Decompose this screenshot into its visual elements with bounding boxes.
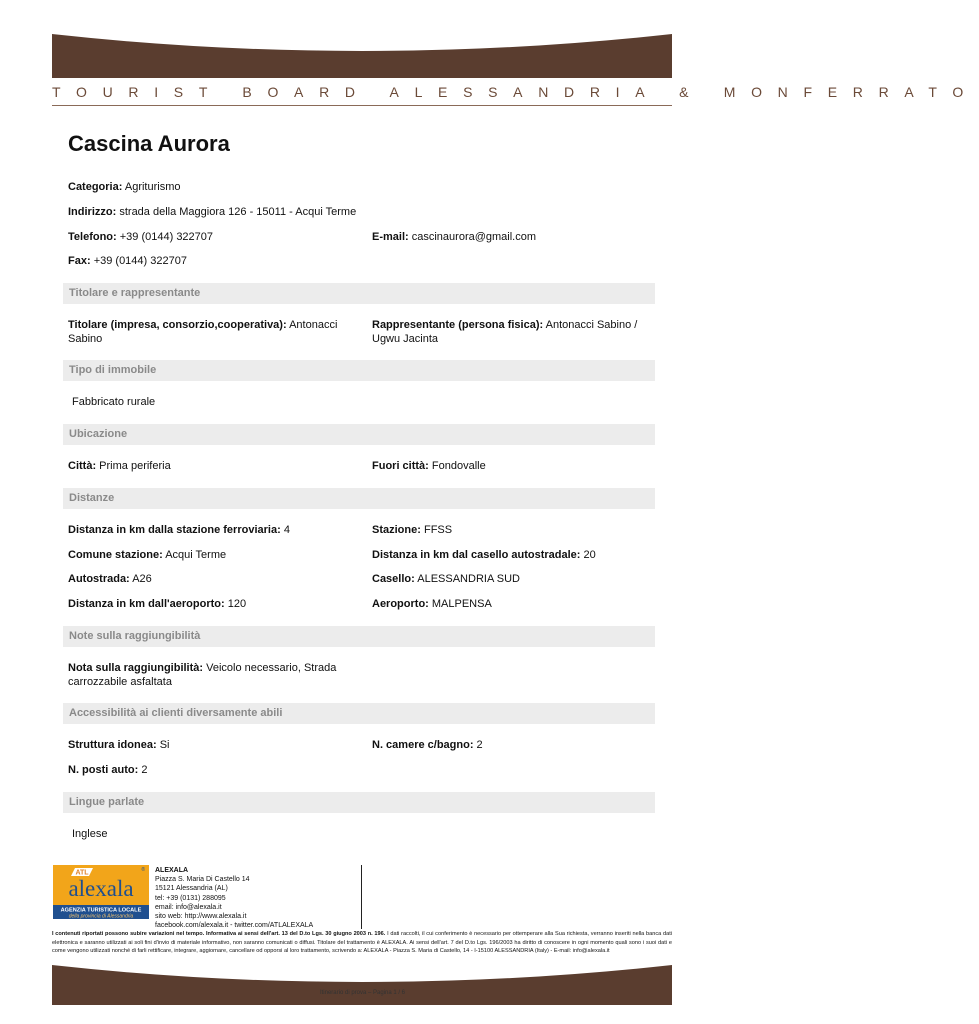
posti-auto-label: N. posti auto: <box>68 764 139 776</box>
section-titolare: Titolare e rappresentante <box>63 283 655 304</box>
stazione-km-value: 4 <box>283 524 290 536</box>
fax-value: +39 (0144) 322707 <box>93 255 187 267</box>
logo-tagline-2: della provincia di Alessandria <box>68 913 134 920</box>
page-title: Cascina Aurora <box>68 131 230 156</box>
rappresentante-field <box>372 318 652 346</box>
email-field <box>372 230 536 244</box>
footer-divider <box>361 865 362 929</box>
citta-label: Città: <box>68 460 97 472</box>
section-ubicazione: Ubicazione <box>63 424 655 445</box>
footer-address-2: 15121 Alessandria (AL) <box>155 885 228 893</box>
footer-email[interactable]: email: info@alexala.it <box>155 903 222 911</box>
fuori-citta-field <box>372 459 486 473</box>
stazione-km-label: Distanza in km dalla stazione ferroviaria: <box>68 524 281 536</box>
aeroporto-km-field <box>68 597 246 611</box>
nota-value-2: carrozzabile asfaltata <box>68 676 172 688</box>
footer-tel: tel: +39 (0131) 288095 <box>155 894 226 902</box>
fax-label: Fax: <box>68 255 91 267</box>
disclaimer-text: I dati raccolti, il cui conferimento è necessario per ottemperare alla Sua richiesta, verranno inseriti nella banca dati elettronica e saranno utilizzati ai soli fini d'invio di materiale informativo, non saranno comunicati o diffusi. Titolare del trattamento è ALEXALA. Ai sensi dell'art. 7 del D.to Lgs. 196/2003 ha diritto di conoscere in ogni momento quali sono i suoi dati e come vengono utilizzati nonché di farli rettificare, integrare, aggiornare, cancellare od opporsi al loro trattamento, scrivendo a: ALEXALA - Piazza S. Maria di Castello, 14 - I-15100 ALESSANDRIA (Italy) - E-mail: info@alexala.it <box>52 931 672 955</box>
email-label: E-mail: <box>372 231 409 243</box>
logo-name: alexala <box>68 876 134 901</box>
stazione-label: Stazione: <box>372 524 421 536</box>
citta-value: Prima periferia <box>99 460 171 472</box>
camere-label: N. camere c/bagno: <box>372 739 474 751</box>
titolare-field <box>68 318 358 346</box>
header-band <box>52 34 672 78</box>
camere-field <box>372 738 483 752</box>
aeroporto-km-label: Distanza in km dall'aeroporto: <box>68 598 225 610</box>
categoria-label: Categoria: <box>68 181 123 193</box>
privacy-disclaimer <box>52 930 672 956</box>
nota-value-1: Veicolo necessario, Strada <box>206 662 337 674</box>
fuori-citta-label: Fuori città: <box>372 460 429 472</box>
aeroporto-value: MALPENSA <box>431 598 492 610</box>
logo-tagline-1: AGENZIA TURISTICA LOCALE <box>60 907 142 914</box>
categoria-field <box>68 180 180 194</box>
brand-divider <box>52 105 672 106</box>
titolare-label: Titolare (impresa, consorzio,cooperativa): <box>68 319 287 331</box>
comune-stazione-value: Acqui Terme <box>165 549 227 561</box>
footer-contact <box>155 866 313 930</box>
footer-web[interactable]: sito web: http://www.alexala.it <box>155 913 247 921</box>
section-distanze: Distanze <box>63 488 655 509</box>
indirizzo-label: Indirizzo: <box>68 206 117 218</box>
fuori-citta-value: Fondovalle <box>431 460 486 472</box>
casello-label: Casello: <box>372 573 415 585</box>
rappresentante-value-2: Ugwu Jacinta <box>372 333 439 345</box>
autostrada-value: A26 <box>132 573 152 585</box>
posti-auto-field <box>68 763 147 777</box>
rappresentante-label: Rappresentante (persona fisica): <box>372 319 544 331</box>
titolare-value-1: Antonacci <box>289 319 338 331</box>
casello-field <box>372 572 520 586</box>
nota-label: Nota sulla raggiungibilità: <box>68 662 204 674</box>
tipo-value: Fabbricato rurale <box>72 396 156 408</box>
logo-atl: ATL <box>75 869 89 877</box>
comune-stazione-field <box>68 548 226 562</box>
citta-field <box>68 459 171 473</box>
footer-social[interactable]: facebook.com/alexala.it - twitter.com/ATLALEXALA <box>155 922 314 930</box>
telefono-label: Telefono: <box>68 231 117 243</box>
email-value[interactable]: cascinaurora@gmail.com <box>411 231 537 243</box>
stazione-km-field <box>68 523 290 537</box>
indirizzo-value: strada della Maggiora 126 - 15011 - Acqui Terme <box>119 206 357 218</box>
telefono-field <box>68 230 213 244</box>
stazione-field <box>372 523 452 537</box>
titolare-value-2: Sabino <box>68 333 103 345</box>
aeroporto-field <box>372 597 492 611</box>
autostrada-label: Autostrada: <box>68 573 130 585</box>
telefono-value: +39 (0144) 322707 <box>119 231 214 243</box>
section-lingue: Lingue parlate <box>63 792 655 813</box>
categoria-value: Agriturismo <box>124 181 181 193</box>
casello-km-value: 20 <box>583 549 596 561</box>
nota-field <box>68 661 368 689</box>
page-number: Itinerario di prova – Pagina 1 / 6 <box>319 990 406 996</box>
rappresentante-value-1: Antonacci Sabino / <box>545 319 638 331</box>
posti-auto-value: 2 <box>141 764 148 776</box>
section-accessibilita: Accessibilità ai clienti diversamente abili <box>63 703 655 724</box>
casello-km-field <box>372 548 596 562</box>
stazione-value: FFSS <box>423 524 453 536</box>
section-tipo: Tipo di immobile <box>63 360 655 381</box>
autostrada-field <box>68 572 152 586</box>
lingue-value: Inglese <box>72 828 108 840</box>
casello-value: ALESSANDRIA SUD <box>417 573 520 585</box>
casello-km-label: Distanza in km dal casello autostradale: <box>372 549 581 561</box>
indirizzo-field <box>68 205 356 219</box>
comune-stazione-label: Comune stazione: <box>68 549 163 561</box>
footer-org-name: ALEXALA <box>155 867 189 874</box>
camere-value: 2 <box>476 739 483 751</box>
aeroporto-label: Aeroporto: <box>372 598 429 610</box>
logo-registered: ® <box>141 867 145 873</box>
footer-address-1: Piazza S. Maria Di Castello 14 <box>155 876 250 884</box>
disclaimer-bold: I contenuti riportati possono subire variazioni nel tempo. Informativa ai sensi dell'art. 13 del D.to Lgs. 30 giugno 2003 n. 196. <box>52 931 386 937</box>
struttura-idonea-value: Si <box>159 739 170 751</box>
fax-field <box>68 254 187 268</box>
aeroporto-km-value: 120 <box>227 598 247 610</box>
footer-band <box>52 965 672 1005</box>
section-note: Note sulla raggiungibilità <box>63 626 655 647</box>
alexala-logo <box>53 865 149 919</box>
brand-title: TOURIST BOARD ALESSANDRIA & MONFERRATO <box>52 84 979 100</box>
struttura-idonea-label: Struttura idonea: <box>68 739 157 751</box>
struttura-idonea-field <box>68 738 169 752</box>
